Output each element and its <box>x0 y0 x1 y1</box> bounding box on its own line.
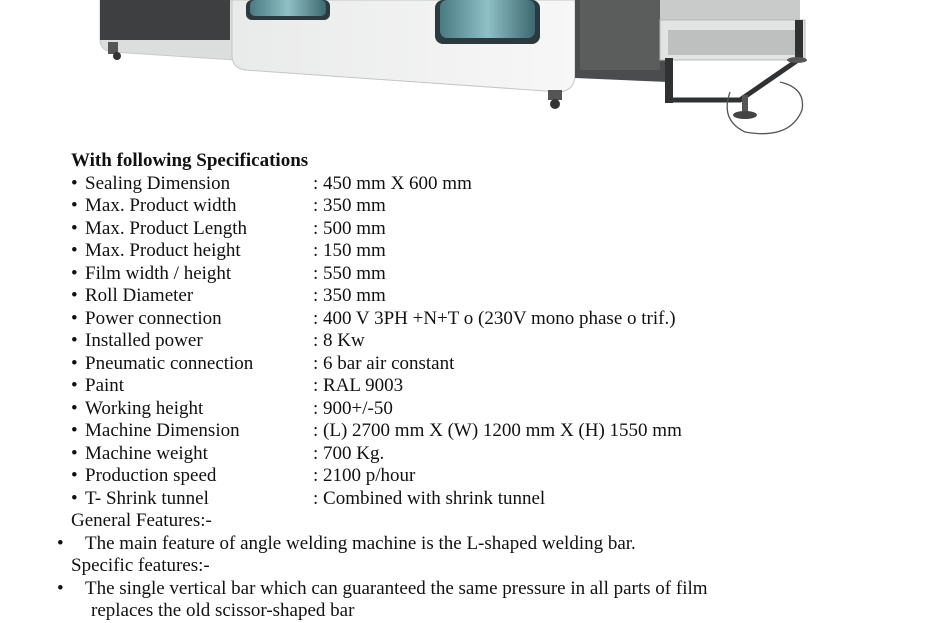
spec-row <box>71 465 891 488</box>
bullet: • <box>71 195 78 216</box>
general-features-title: General Features:- <box>71 510 212 531</box>
bullet: • <box>71 465 78 486</box>
specifications-document <box>57 150 891 623</box>
spec-label <box>71 195 313 218</box>
bullet: • <box>71 397 78 419</box>
spec-label <box>71 465 313 488</box>
spec-row <box>71 330 891 353</box>
spec-row <box>71 443 891 466</box>
spec-value: : 500 mm <box>313 217 386 239</box>
spec-row <box>71 218 891 241</box>
spec-value: : (L) 2700 mm X (W) 1200 mm X (H) 1550 mm <box>313 420 682 441</box>
spec-row <box>71 353 891 376</box>
spec-label-text: Max. Product width <box>85 195 237 216</box>
spec-label <box>71 218 313 241</box>
spec-value: : 8 Kw <box>313 330 365 351</box>
specific-feature-text-line2: replaces the old scissor-shaped bar <box>91 600 355 621</box>
spec-label-text: Paint <box>85 375 125 396</box>
spec-label-text: Machine Dimension <box>85 420 240 441</box>
spec-row <box>71 488 891 511</box>
spec-label <box>71 420 313 443</box>
general-feature-text: The main feature of angle welding machine is the L-shaped welding bar. <box>85 532 636 554</box>
spec-row <box>71 263 891 286</box>
specifications-heading: With following Specifications <box>71 150 309 171</box>
spec-row <box>71 285 891 308</box>
spec-label-text: Production speed <box>85 465 217 486</box>
spec-value: : RAL 9003 <box>313 375 404 396</box>
spec-label <box>71 353 313 376</box>
machine-photo <box>0 0 930 150</box>
bullet: • <box>71 420 78 441</box>
spec-value: : 550 mm <box>313 262 386 284</box>
spec-value: : 350 mm <box>313 195 386 216</box>
spec-label <box>71 285 313 308</box>
spec-value: : 400 V 3PH +N+T o (230V mono phase o trif.) <box>313 307 676 329</box>
spec-value: : 2100 p/hour <box>313 465 416 486</box>
bullet: • <box>71 442 78 464</box>
specific-feature-text-line1: The single vertical bar which can guaranteed the same pressure in all parts of film <box>85 577 708 599</box>
spec-value: : 6 bar air constant <box>313 352 455 374</box>
spec-row <box>71 173 891 196</box>
spec-label <box>71 330 313 353</box>
spec-label <box>71 488 313 511</box>
spec-row <box>71 420 891 443</box>
spec-value: : 150 mm <box>313 240 386 261</box>
spec-row <box>71 308 891 331</box>
spec-label <box>71 240 313 263</box>
spec-label-text: Max. Product Length <box>85 217 248 239</box>
spec-label-text: T- Shrink tunnel <box>85 487 209 509</box>
spec-label-text: Pneumatic connection <box>85 352 254 374</box>
spec-label-text: Machine weight <box>85 442 208 464</box>
spec-value: : 900+/-50 <box>313 397 393 419</box>
spec-label <box>71 443 313 466</box>
bullet: • <box>57 577 64 599</box>
bullet: • <box>71 375 78 396</box>
spec-label-text: Roll Diameter <box>85 285 194 306</box>
spec-row <box>71 240 891 263</box>
specific-features-title: Specific features:- <box>71 555 210 576</box>
spec-label-text: Installed power <box>85 330 203 351</box>
bullet: • <box>71 352 78 374</box>
spec-value: : 350 mm <box>313 285 386 306</box>
bullet: • <box>71 172 78 194</box>
spec-label-text: Sealing Dimension <box>85 172 231 194</box>
bullet: • <box>71 217 78 239</box>
spec-label-text: Film width / height <box>85 262 232 284</box>
spec-label-text: Working height <box>85 397 204 419</box>
spec-label <box>71 398 313 421</box>
spec-label <box>71 375 313 398</box>
spec-label <box>71 308 313 331</box>
bullet: • <box>71 307 78 329</box>
bullet: • <box>71 285 78 306</box>
spec-label <box>71 263 313 286</box>
spec-label-text: Power connection <box>85 307 222 329</box>
general-feature-item <box>57 532 891 556</box>
bullet: • <box>71 262 78 284</box>
spec-row <box>71 375 891 398</box>
bullet: • <box>71 240 78 261</box>
spec-list <box>71 173 891 511</box>
spec-value: : Combined with shrink tunnel <box>313 487 546 509</box>
spec-value: : 450 mm X 600 mm <box>313 172 472 194</box>
bullet: • <box>71 330 78 351</box>
spec-value: : 700 Kg. <box>313 442 385 464</box>
spec-label-text: Max. Product height <box>85 240 241 261</box>
bullet: • <box>71 487 78 509</box>
spec-label <box>71 173 313 196</box>
spec-row <box>71 398 891 421</box>
bullet: • <box>57 532 64 554</box>
specific-feature-item <box>57 577 891 601</box>
spec-row <box>71 195 891 218</box>
